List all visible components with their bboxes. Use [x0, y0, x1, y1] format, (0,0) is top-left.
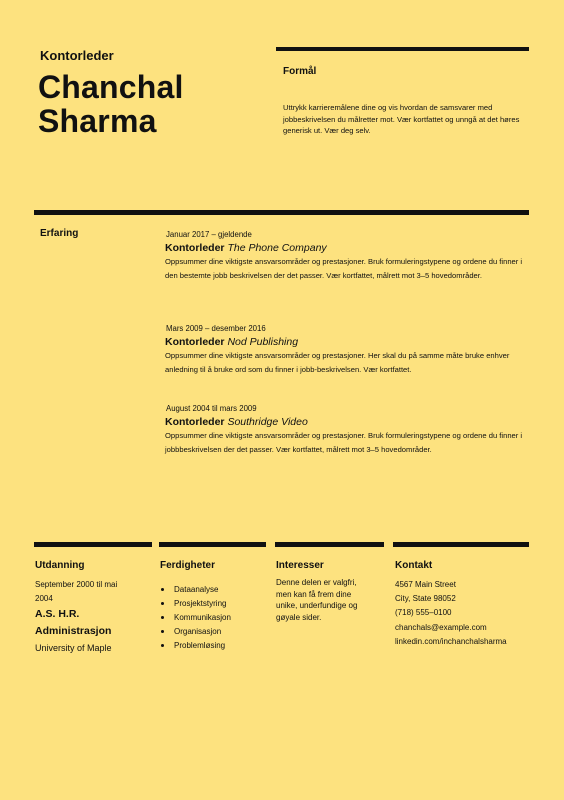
education-top-rule	[34, 542, 152, 547]
skills-top-rule	[159, 542, 266, 547]
interests-text	[276, 577, 384, 623]
job-company: The Phone Company	[227, 242, 327, 254]
skill-item	[160, 597, 266, 611]
experience-top-rule	[34, 210, 529, 215]
interests-line: unike, underfundige og	[276, 601, 358, 610]
contact-address: 4567 Main Street	[395, 580, 456, 589]
education-degree-line: Administrasjon	[35, 625, 112, 637]
name-first: Chanchal	[38, 69, 184, 105]
bullet-icon	[161, 630, 164, 633]
skill-item	[160, 611, 266, 625]
education-school: University of Maple	[35, 643, 112, 653]
skills-section	[160, 560, 266, 653]
job-description: Oppsummer dine viktigste ansvarsområder og prestasjoner. Bruk formuleringstypene og ordene du finner i den bestemte jobb beskrivelsen der det passer. Vær kortfattet, målrett mot 3–5 hovedområder.	[165, 257, 523, 280]
objective-top-rule	[276, 47, 529, 51]
skill-label: Dataanalyse	[174, 585, 219, 594]
skill-label: Organisasjon	[174, 627, 222, 637]
experience-heading: Erfaring	[40, 228, 79, 239]
education-heading: Utdanning	[35, 560, 85, 571]
education-degree-line: A.S. H.R.	[35, 608, 80, 620]
objective-heading: Formål	[283, 66, 317, 77]
job-date: Januar 2017 – gjeldende	[166, 230, 252, 239]
skill-item	[160, 625, 266, 639]
education-date	[35, 578, 152, 605]
education-section	[35, 560, 152, 655]
job-description: Oppsummer dine viktigste ansvarsområder og prestasjoner. Bruk formuleringstypene og ordene du finner i jobbbeskrivelsen der det passer. Vær kortfattet, målrett mot 3–5 hovedområder.	[165, 431, 523, 454]
skill-label: Prosjektstyring	[174, 599, 227, 609]
job-date: August 2004 til mars 2009	[166, 404, 257, 413]
job-title: Kontorleder	[165, 416, 225, 428]
experience-entry	[165, 324, 527, 377]
skill-label: Kommunikasjon	[174, 613, 231, 623]
education-date-line: 2004	[35, 593, 53, 603]
name-last: Sharma	[38, 103, 157, 139]
job-date: Mars 2009 – desember 2016	[166, 324, 266, 333]
experience-entry	[165, 404, 527, 457]
bullet-icon	[161, 616, 164, 619]
contact-heading: Kontakt	[395, 560, 433, 571]
contact-city: City, State 98052	[395, 594, 456, 604]
job-company: Southridge Video	[227, 416, 308, 428]
interests-line: Denne delen er valgfri,	[276, 578, 357, 587]
bullet-icon	[161, 588, 164, 591]
experience-entry	[165, 230, 527, 283]
interests-heading: Interesser	[276, 560, 324, 571]
bullet-icon	[161, 644, 164, 647]
interests-top-rule	[275, 542, 384, 547]
job-company: Nod Publishing	[227, 336, 299, 348]
skill-item	[160, 639, 266, 653]
skill-label: Problemløsing	[174, 641, 226, 651]
job-description: Oppsummer dine viktigste ansvarsområder og prestasjoner. Her skal du på samme måte bruke enhver anledning til å bruke ord som du finner i jobb-beskrivelsen. Vær kortfattet.	[165, 351, 510, 374]
objective-text: Uttrykk karrieremålene dine og vis hvordan de samsvarer med jobbeskrivelsen du målretter mot. Vær kortfattet og unngå at det høres generisk ut. Vær deg selv.	[283, 103, 520, 135]
job-title: Kontorleder	[165, 242, 225, 254]
education-date-line: September 2000 til mai	[35, 580, 118, 589]
contact-top-rule	[393, 542, 529, 547]
skills-heading: Ferdigheter	[160, 560, 216, 571]
job-role	[165, 336, 527, 348]
skills-list	[160, 583, 266, 653]
contact-section	[395, 560, 529, 649]
job-role	[165, 242, 527, 254]
job-title: Kontorleder	[40, 48, 114, 63]
job-role	[165, 416, 527, 428]
candidate-name	[38, 70, 184, 138]
interests-section	[276, 560, 384, 623]
contact-linkedin[interactable]: linkedin.com/inchanchalsharma	[395, 636, 507, 646]
interests-line: men kan få frem dine	[276, 589, 352, 599]
skill-item	[160, 583, 266, 597]
bullet-icon	[161, 602, 164, 605]
interests-line: gøyale sider.	[276, 612, 322, 622]
education-degree	[35, 606, 152, 640]
contact-details	[395, 578, 529, 649]
job-title: Kontorleder	[165, 336, 225, 348]
contact-email[interactable]: chanchals@example.com	[395, 622, 487, 632]
contact-phone: (718) 555–0100	[395, 608, 452, 618]
